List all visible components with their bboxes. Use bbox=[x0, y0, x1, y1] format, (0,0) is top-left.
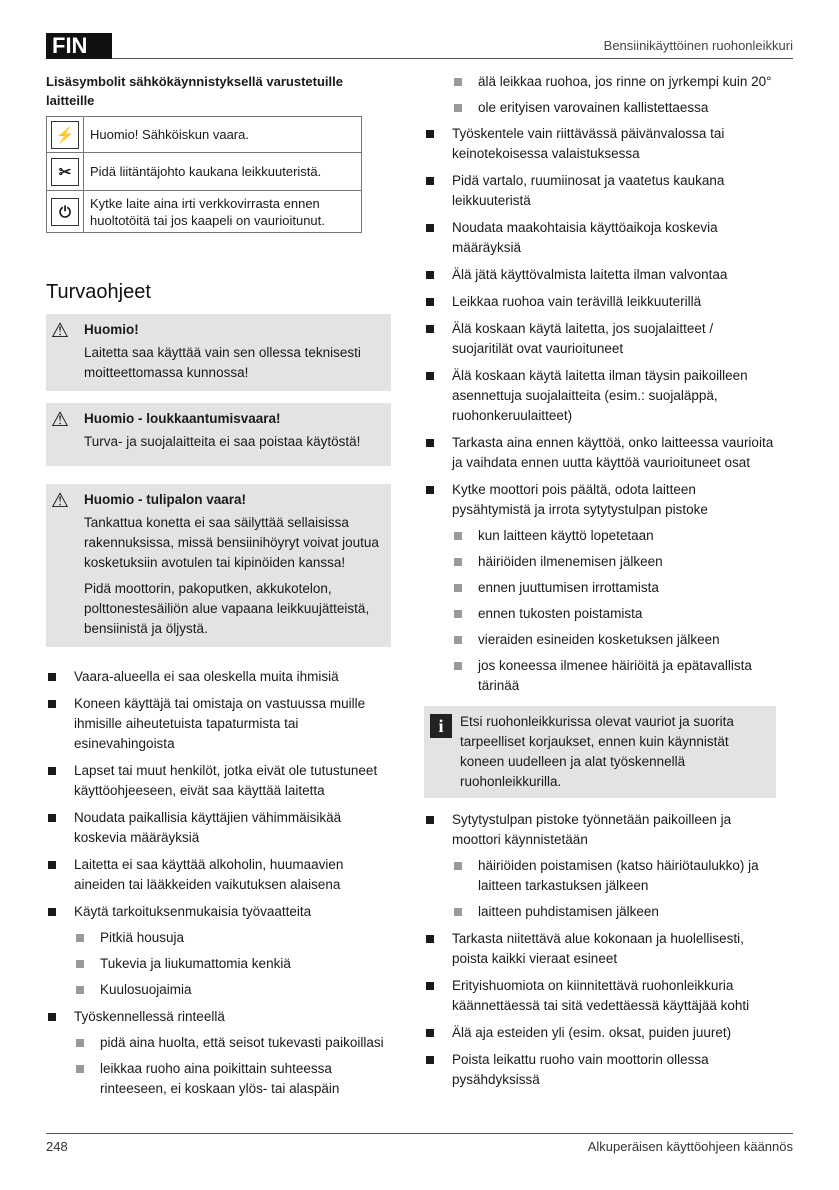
sub-list-item: jos koneessa ilmenee häiriöitä ja epätavallista tärinää bbox=[452, 656, 776, 696]
sub-list-item: häiriöiden poistamisen (katso häiriötaulukko) ja laitteen tarkastuksen jälkeen bbox=[452, 856, 776, 896]
symbol-text: Pidä liitäntäjohto kaukana leikkuuteristä. bbox=[84, 153, 362, 191]
sub-list-item: laitteen puhdistamisen jälkeen bbox=[452, 902, 776, 922]
sub-list-item: Kuulosuojaimia bbox=[74, 980, 391, 1000]
symbols-table bbox=[46, 116, 362, 233]
section-title: Turvaohjeet bbox=[46, 281, 151, 303]
warning-title: Huomio - tulipalon vaara! bbox=[84, 492, 247, 507]
list-item: Työskentele vain riittävässä päivänvalossa tai keinotekoisessa valaistuksessa bbox=[424, 124, 776, 164]
sub-list-item: häiriöiden ilmenemisen jälkeen bbox=[452, 552, 776, 572]
warning-text: Tankattua konetta ei saa säilyttää sellaisissa rakennuksissa, missä bensiinihöyryt voivat joutua kosketuksiin avotulen tai kipinöiden kanssa! bbox=[84, 515, 379, 570]
list-item: Älä jätä käyttövalmista laitetta ilman valvontaa bbox=[424, 265, 776, 285]
safety-list-right-continued bbox=[424, 810, 776, 1090]
sub-list-item: ennen juuttumisen irrottamista bbox=[452, 578, 776, 598]
list-item bbox=[424, 810, 776, 922]
warning-triangle-icon: ⚠ bbox=[51, 490, 69, 512]
warning-triangle-icon: ⚠ bbox=[51, 320, 69, 342]
warning-box bbox=[46, 484, 391, 647]
sub-list bbox=[452, 72, 776, 118]
sub-list-item: älä leikkaa ruohoa, jos rinne on jyrkempi kuin 20° bbox=[452, 72, 776, 92]
list-item: Pidä vartalo, ruumiinosat ja vaatetus kaukana leikkuuteristä bbox=[424, 171, 776, 211]
info-text: Etsi ruohonleikkurissa olevat vauriot ja suorita tarpeelliset korjaukset, ennen kuin käynnistät koneen uudelleen ja alat työskennellä ruohonleikkurilla. bbox=[460, 714, 734, 789]
warning-text: Turva- ja suojalaitteita ei saa poistaa käytöstä! bbox=[84, 434, 361, 449]
sub-list-item: Tukevia ja liukumattomia kenkiä bbox=[74, 954, 391, 974]
sub-list-item: leikkaa ruoho aina poikittain suhteessa rinteeseen, ei koskaan ylös- tai alaspäin bbox=[74, 1059, 391, 1099]
list-item: Poista leikattu ruoho vain moottorin ollessa pysähdyksissä bbox=[424, 1050, 776, 1090]
warning-text: Laitetta saa käyttää vain sen ollessa teknisesti moitteettomassa kunnossa! bbox=[84, 345, 361, 380]
warning-triangle-icon: ⚠ bbox=[51, 409, 69, 431]
sub-list-item: Pitkiä housuja bbox=[74, 928, 391, 948]
warning-title: Huomio! bbox=[84, 322, 139, 337]
list-item: Laitetta ei saa käyttää alkoholin, huumaavien aineiden tai lääkkeiden vaikutuksen alaisena bbox=[46, 855, 391, 895]
warning-text: Pidä moottorin, pakoputken, akkukotelon, polttonestesäiliön alue vapaana leikkuujätteistä, bensiinistä ja öljystä. bbox=[84, 581, 370, 636]
warning-title: Huomio - loukkaantumisvaara! bbox=[84, 411, 281, 426]
list-item: Tarkasta niitettävä alue kokonaan ja huolellisesti, poista kaikki vieraat esineet bbox=[424, 929, 776, 969]
list-item: Älä aja esteiden yli (esim. oksat, puiden juuret) bbox=[424, 1023, 776, 1043]
list-item: Noudata maakohtaisia käyttöaikoja koskevia määräyksiä bbox=[424, 218, 776, 258]
symbols-heading: Lisäsymbolit sähkökäynnistyksellä varustetuille laitteille bbox=[46, 74, 343, 108]
list-item-text: Sytytystulpan pistoke työnnetään paikoilleen ja moottori käynnistetään bbox=[452, 812, 732, 847]
language-badge: FIN bbox=[46, 33, 112, 59]
sub-list-item: kun laitteen käyttö lopetetaan bbox=[452, 526, 776, 546]
list-item-text: Työskennellessä rinteellä bbox=[74, 1009, 225, 1024]
symbol-row bbox=[47, 117, 362, 153]
warning-box bbox=[46, 314, 391, 391]
info-icon: i bbox=[430, 714, 452, 738]
list-item: Vaara-alueella ei saa oleskella muita ihmisiä bbox=[46, 667, 391, 687]
sub-list-item: ennen tukosten poistamista bbox=[452, 604, 776, 624]
footer-title: Alkuperäisen käyttöohjeen käännös bbox=[587, 1139, 793, 1154]
sub-list-item: ole erityisen varovainen kallistettaessa bbox=[452, 98, 776, 118]
symbol-text: Kytke laite aina irti verkkovirrasta ennen huoltotöitä tai jos kaapeli on vaurioitunut. bbox=[84, 191, 362, 233]
warning-box bbox=[46, 403, 391, 466]
sub-list bbox=[74, 1033, 391, 1099]
symbol-row bbox=[47, 191, 362, 233]
list-item: Noudata paikallisia käyttäjien vähimmäisikää koskevia määräyksiä bbox=[46, 808, 391, 848]
sub-list bbox=[452, 856, 776, 922]
safety-list-right bbox=[424, 124, 776, 696]
unplug-before-maintenance-icon: ⏻ bbox=[51, 198, 79, 226]
sub-list-item: pidä aina huolta, että seisot tukevasti paikoillasi bbox=[74, 1033, 391, 1053]
list-item bbox=[46, 1007, 391, 1099]
list-item: Älä koskaan käytä laitetta ilman täysin paikoilleen asennettuja suojalaitteita (esim.: suojaläppä, ruohonkeruulaitteet) bbox=[424, 366, 776, 426]
header-title: Bensiinikäyttöinen ruohonleikkuri bbox=[603, 38, 793, 53]
list-item bbox=[46, 902, 391, 1000]
symbol-text: Huomio! Sähköiskun vaara. bbox=[84, 117, 362, 153]
electric-shock-warning-icon: ⚡ bbox=[51, 121, 79, 149]
sub-list bbox=[452, 526, 776, 696]
list-item: Erityishuomiota on kiinnitettävä ruohonleikkuria käännettäessä tai sitä vedettäessä käyttäjää kohti bbox=[424, 976, 776, 1016]
list-item bbox=[424, 480, 776, 696]
list-item: Lapset tai muut henkilöt, jotka eivät ole tutustuneet käyttöohjeeseen, eivät saa käyttää laitetta bbox=[46, 761, 391, 801]
list-item: Koneen käyttäjä tai omistaja on vastuussa muille ihmisille aiheutetuista tapaturmista tai esinevahingoista bbox=[46, 694, 391, 754]
symbol-row bbox=[47, 153, 362, 191]
list-item: Tarkasta aina ennen käyttöä, onko laitteessa vaurioita ja vaihdata ennen uutta käyttöä vaurioituneet osat bbox=[424, 433, 776, 473]
list-item-text: Kytke moottori pois päältä, odota laitteen pysähtymistä ja irrota sytytystulpan pistoke bbox=[452, 482, 708, 517]
sub-list bbox=[74, 928, 391, 1000]
left-column bbox=[46, 72, 391, 1106]
list-item: Älä koskaan käytä laitetta, jos suojalaitteet / suojaritilät ovat vaurioituneet bbox=[424, 319, 776, 359]
header-divider bbox=[112, 58, 793, 59]
right-column bbox=[424, 72, 776, 1097]
info-box bbox=[424, 706, 776, 798]
cable-blade-warning-icon: ✂ bbox=[51, 158, 79, 186]
list-item: Leikkaa ruohoa vain terävillä leikkuuterillä bbox=[424, 292, 776, 312]
safety-list-left bbox=[46, 667, 391, 1099]
footer-divider bbox=[46, 1133, 793, 1134]
page-number: 248 bbox=[46, 1139, 68, 1154]
sub-list-item: vieraiden esineiden kosketuksen jälkeen bbox=[452, 630, 776, 650]
list-item-text: Käytä tarkoituksenmukaisia työvaatteita bbox=[74, 904, 312, 919]
